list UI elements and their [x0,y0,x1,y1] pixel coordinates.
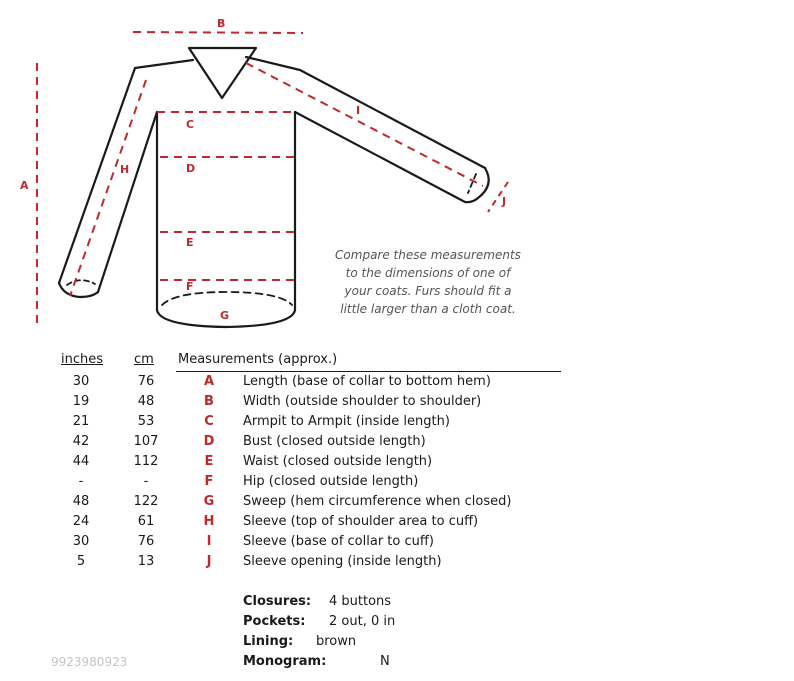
cell-desc: Bust (closed outside length) [243,434,426,449]
cell-cm: 13 [137,554,155,569]
cell-inches: 44 [72,454,90,469]
detail-label: Pockets: [243,614,306,629]
cell-key: F [204,474,214,489]
cell-inches: 21 [72,414,90,429]
cell-inches: 30 [72,534,90,549]
detail-pockets [243,614,443,634]
cell-key: A [203,374,215,389]
cell-inches: 30 [72,374,90,389]
detail-value: brown [316,634,357,649]
cell-inches: 48 [72,494,90,509]
cell-inches: 19 [72,394,90,409]
detail-lining [243,634,443,654]
table-row [0,454,600,474]
cell-cm: 76 [137,534,155,549]
fit-note-line: your coats. Furs should fit a [344,284,512,298]
cell-cm: 107 [133,434,159,449]
detail-value: 4 buttons [329,594,392,609]
fit-note-line: to the dimensions of one of [345,266,511,280]
detail-closures [243,594,443,614]
detail-label: Monogram: [243,654,327,669]
cell-key: H [203,514,215,529]
table-row [0,414,600,434]
cell-desc: Hip (closed outside length) [243,474,419,489]
cell-desc: Sleeve opening (inside length) [243,554,442,569]
detail-label: Closures: [243,594,312,609]
cell-key: B [204,394,214,409]
item-id-watermark: 9923980923 [51,655,128,669]
label-a: A [20,179,29,192]
cell-desc: Length (base of collar to bottom hem) [243,374,491,389]
cell-desc: Sleeve (base of collar to cuff) [243,534,434,549]
label-b: B [217,17,226,30]
cell-cm: 112 [133,454,159,469]
fit-note-line: Compare these measurements [335,248,521,262]
cell-cm: 76 [137,374,155,389]
table-row [0,514,600,534]
cell-inches: 42 [72,434,90,449]
table-row [0,434,600,454]
cell-cm: 61 [137,514,155,529]
cell-key: E [204,454,214,469]
header-inches: inches [61,352,104,367]
table-row [0,474,600,494]
cell-desc: Armpit to Armpit (inside length) [243,414,450,429]
cell-cm: 48 [137,394,155,409]
table-row [0,394,600,414]
cell-key: G [203,494,215,509]
header-measurements: Measurements (approx.) [178,352,338,367]
table-row [0,554,600,574]
cell-cm: - [143,474,149,489]
cell-inches: - [78,474,84,489]
label-j: J [502,195,507,208]
cell-inches: 5 [76,554,86,569]
label-c: C [186,118,195,131]
header-cm: cm [134,352,154,367]
detail-label: Lining: [243,634,294,649]
fit-note [330,246,526,318]
header-divider [176,371,561,372]
table-row [0,374,600,394]
detail-monogram [243,654,443,674]
cell-desc: Waist (closed outside length) [243,454,433,469]
cell-key: C [204,414,214,429]
cell-key: I [206,534,212,549]
fit-note-line: little larger than a cloth coat. [340,302,516,316]
label-i: I [356,104,361,117]
cell-desc: Sleeve (top of shoulder area to cuff) [243,514,479,529]
cell-desc: Width (outside shoulder to shoulder) [243,394,482,409]
cell-key: J [206,554,212,569]
cell-cm: 53 [137,414,155,429]
table-row [0,494,600,514]
cell-inches: 24 [72,514,90,529]
detail-value: 2 out, 0 in [329,614,396,629]
cell-desc: Sweep (hem circumference when closed) [243,494,512,509]
table-row [0,534,600,554]
label-g: G [220,309,230,322]
cell-cm: 122 [133,494,159,509]
label-e: E [186,236,194,249]
cell-key: D [203,434,215,449]
detail-value: N [380,654,390,669]
label-h: H [120,163,130,176]
label-d: D [186,162,196,175]
label-f: F [186,280,194,293]
